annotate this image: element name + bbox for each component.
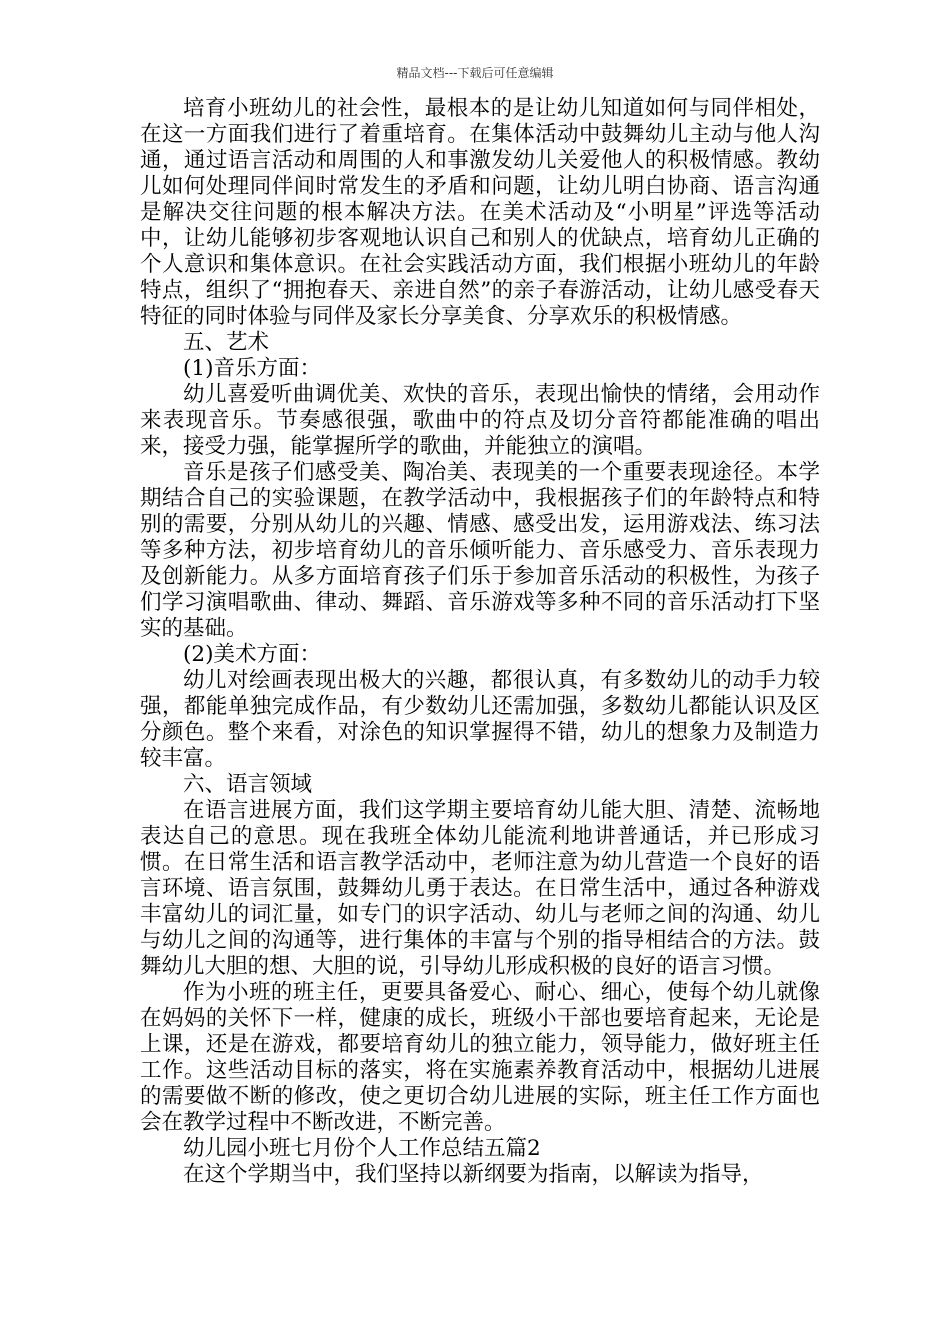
subheading-music: (1)音乐方面： — [183, 356, 321, 381]
paragraph-fine-art: 幼儿对绘画表现出极大的兴趣，都很认真，有多数幼儿的动手力较强，都能单独完成作品，有少数幼儿还需加强，多数幼儿都能认识及区分颜色。整个来看，对涂色的知识掌握得不错，幼儿的想象力及制造力较丰富。 — [140, 668, 820, 771]
page-header: 精品文档---下载后可任意编辑 — [396, 66, 554, 80]
paragraph-class-teacher: 作为小班的班主任，更要具备爱心、耐心、细心，使每个幼儿就像在妈妈的关怀下一样，健康的成长，班级小干部也要培育起来，无论是上课，还是在游戏，都要培育幼儿的独立能力，领导能力，做好班主任工作。这些活动目标的落实，将在实施素养教育活动中，根据幼儿进展的需要做不断的修改，使之更切合幼儿进展的实际，班主任工作方面也会在教学过程中不断改进，不断完善。 — [140, 980, 820, 1135]
section-heading-art: 五、艺术 — [183, 330, 270, 355]
article-title-part-2: 幼儿园小班七月份个人工作总结五篇2 — [183, 1136, 541, 1161]
paragraph-social: 培育小班幼儿的社会性，最根本的是让幼儿知道如何与同伴相处，在这一方面我们进行了着重培育。在集体活动中鼓舞幼儿主动与他人沟通，通过语言活动和周围的人和事激发幼儿关爱他人的积极情感。教幼儿如何处理同伴间时常发生的矛盾和问题，让幼儿明白协商、语言沟通是解决交往问题的根本解决方法。在美术活动及“小明星”评选等活动中，让幼儿能够初步客观地认识自己和别人的优缺点，培育幼儿正确的个人意识和集体意识。在社会实践活动方面，我们根据小班幼儿的年龄特点，组织了“拥抱春天、亲进自然”的亲子春游活动，让幼儿感受春天特征的同时体验与同伴及家长分享美食、分享欢乐的积极情感。 — [140, 96, 820, 329]
paragraph-part-2-intro: 在这个学期当中，我们坚持以新纲要为指南，以解读为指导， — [183, 1162, 764, 1187]
paragraph-language: 在语言进展方面，我们这学期主要培育幼儿能大胆、清楚、流畅地表达自己的意思。现在我班全体幼儿能流利地讲普通话，并已形成习惯。在日常生活和语言教学活动中，老师注意为幼儿营造一个良好的语言环境、语言氛围，鼓舞幼儿勇于表达。在日常生活中，通过各种游戏丰富幼儿的词汇量，如专门的识字活动、幼儿与老师之间的沟通、幼儿与幼儿之间的沟通等，进行集体的丰富与个别的指导相结合的方法。鼓舞幼儿大胆的想、大胆的说，引导幼儿形成积极的良好的语言习惯。 — [140, 798, 820, 979]
subheading-fine-art: (2)美术方面： — [183, 642, 321, 667]
paragraph-music-2: 音乐是孩子们感受美、陶冶美、表现美的一个重要表现途径。本学期结合自己的实验课题，在教学活动中，我根据孩子们的年龄特点和特别的需要，分别从幼儿的兴趣、情感、感受出发，运用游戏法、练习法等多种方法，初步培育幼儿的音乐倾听能力、音乐感受力、音乐表现力及创新能力。从多方面培育孩子们乐于参加音乐活动的积极性，为孩子们学习演唱歌曲、律动、舞蹈、音乐游戏等多种不同的音乐活动打下坚实的基础。 — [140, 460, 820, 641]
document-body — [140, 96, 820, 1188]
paragraph-music-1: 幼儿喜爱听曲调优美、欢快的音乐，表现出愉快的情绪，会用动作来表现音乐。节奏感很强，歌曲中的符点及切分音符都能准确的唱出来，接受力强，能掌握所学的歌曲，并能独立的演唱。 — [140, 382, 820, 459]
section-heading-language: 六、语言领域 — [183, 772, 313, 797]
